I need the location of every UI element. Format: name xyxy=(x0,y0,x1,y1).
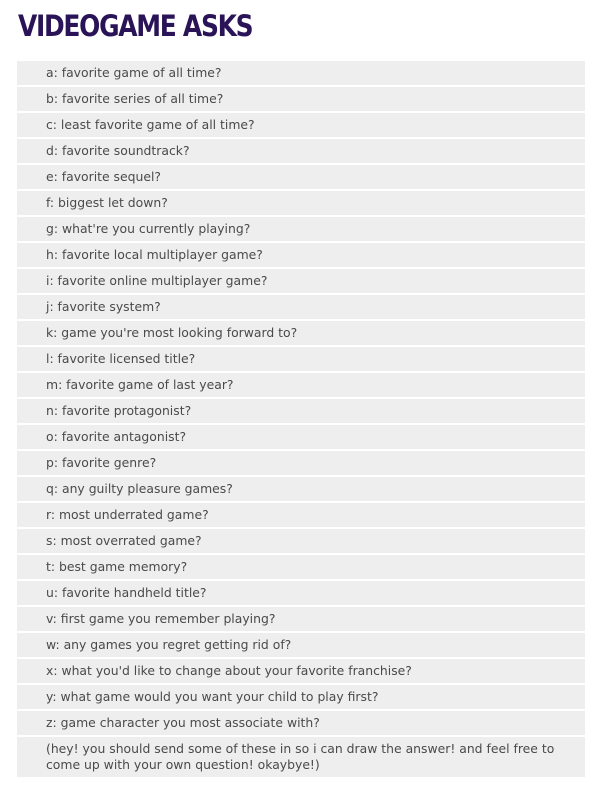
ask-item-h: h: favorite local multiplayer game? xyxy=(17,243,585,267)
ask-item-d: d: favorite soundtrack? xyxy=(17,139,585,163)
ask-item-i: i: favorite online multiplayer game? xyxy=(17,269,585,293)
ask-item-u: u: favorite handheld title? xyxy=(17,581,585,605)
ask-item-c: c: least favorite game of all time? xyxy=(17,113,585,137)
ask-item-b: b: favorite series of all time? xyxy=(17,87,585,111)
ask-item-o: o: favorite antagonist? xyxy=(17,425,585,449)
ask-item-w: w: any games you regret getting rid of? xyxy=(17,633,585,657)
ask-item-q: q: any guilty pleasure games? xyxy=(17,477,585,501)
ask-item-s: s: most overrated game? xyxy=(17,529,585,553)
ask-item-f: f: biggest let down? xyxy=(17,191,585,215)
ask-item-l: l: favorite licensed title? xyxy=(17,347,585,371)
ask-note: (hey! you should send some of these in so i can draw the answer! and feel free to come up with your own question! okaybye!) xyxy=(17,737,585,777)
page-title: VIDEOGAME ASKS xyxy=(18,9,253,43)
ask-item-x: x: what you'd like to change about your favorite franchise? xyxy=(17,659,585,683)
ask-item-m: m: favorite game of last year? xyxy=(17,373,585,397)
ask-item-k: k: game you're most looking forward to? xyxy=(17,321,585,345)
ask-item-y: y: what game would you want your child to play first? xyxy=(17,685,585,709)
ask-list xyxy=(17,61,585,779)
ask-item-n: n: favorite protagonist? xyxy=(17,399,585,423)
ask-item-r: r: most underrated game? xyxy=(17,503,585,527)
ask-item-p: p: favorite genre? xyxy=(17,451,585,475)
ask-item-a: a: favorite game of all time? xyxy=(17,61,585,85)
ask-item-t: t: best game memory? xyxy=(17,555,585,579)
ask-item-g: g: what're you currently playing? xyxy=(17,217,585,241)
ask-item-e: e: favorite sequel? xyxy=(17,165,585,189)
ask-item-v: v: first game you remember playing? xyxy=(17,607,585,631)
ask-item-j: j: favorite system? xyxy=(17,295,585,319)
ask-item-z: z: game character you most associate with? xyxy=(17,711,585,735)
